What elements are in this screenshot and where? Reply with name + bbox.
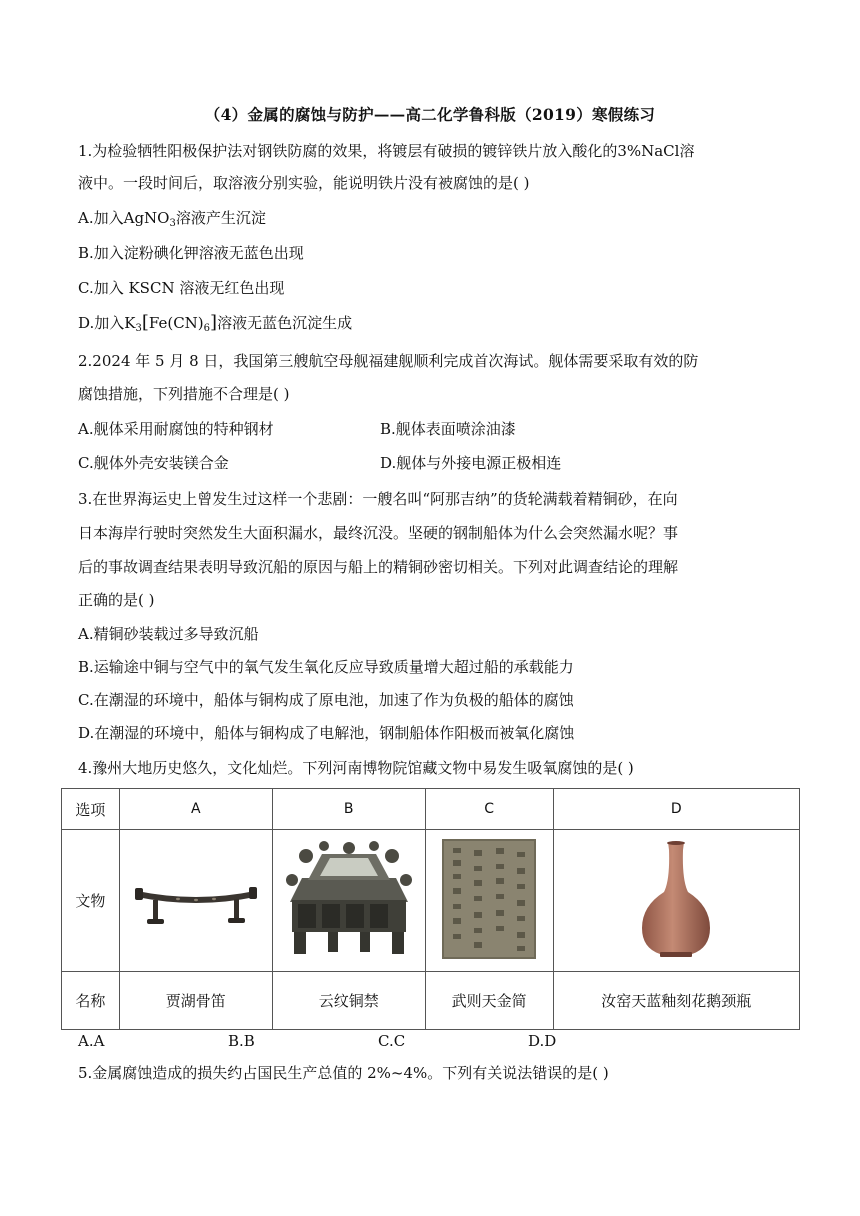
- q1-option-a-subscript: 3: [169, 218, 176, 229]
- q2-option-b: B.舰体表面喷涂油漆: [380, 420, 516, 438]
- q1-option-c: C.加入 KSCN 溶液无红色出现: [78, 279, 285, 297]
- q1-stem-line-1: 1.为检验牺牲阳极保护法对钢铁防腐的效果，将镀层有破损的镀锌铁片放入酸化的3%NaCl溶: [78, 142, 695, 160]
- bone-flute-image: [133, 869, 259, 929]
- q3-option-d: D.在潮湿的环境中，船体与铜构成了电解池，钢制船体作阳极而被氧化腐蚀: [78, 724, 575, 742]
- q1-option-d-cn-subscript: 6: [203, 323, 211, 334]
- relic-table-header-a: A: [119, 789, 272, 830]
- q1-option-a: [78, 207, 266, 235]
- relic-table-image-row: [62, 830, 800, 972]
- q4-option-a: A.A: [78, 1032, 105, 1050]
- relic-name-b: 云纹铜禁: [272, 972, 425, 1030]
- q1-option-b: B.加入淀粉碘化钾溶液无蓝色出现: [78, 244, 304, 262]
- relic-table-header-d: D: [553, 789, 799, 830]
- q3-option-a: A.精铜砂装载过多导致沉船: [78, 625, 259, 643]
- relic-table-name-label: 名称: [62, 972, 120, 1030]
- relic-table: [61, 788, 800, 1030]
- q1-option-d-left-bracket: [: [141, 312, 149, 333]
- relic-table-name-row: [62, 972, 800, 1030]
- q5-stem: 5.金属腐蚀造成的损失约占国民生产总值的 2%~4%。下列有关说法错误的是( ): [78, 1064, 609, 1082]
- q3-stem-line-2: 日本海岸行驶时突然发生大面积漏水，最终沉没。坚硬的钢制船体为什么会突然漏水呢？事: [78, 524, 679, 542]
- q1-option-d: [78, 312, 352, 340]
- relic-name-d: 汝窑天蓝釉刻花鹅颈瓶: [553, 972, 799, 1030]
- q3-option-c: C.在潮湿的环境中，船体与铜构成了原电池，加速了作为负极的船体的腐蚀: [78, 691, 574, 709]
- q1-option-d-prefix: D.加入: [78, 314, 125, 332]
- relic-table-relic-label: 文物: [62, 830, 120, 972]
- relic-image-bone-flute: [119, 830, 272, 972]
- relic-name-c: 武则天金简: [425, 972, 553, 1030]
- q1-stem-line-2: 液中。一段时间后，取溶液分别实验，能说明铁片没有被腐蚀的是( ): [78, 174, 530, 192]
- q3-option-b: B.运输途中铜与空气中的氧气发生氧化反应导致质量增大超过船的承载能力: [78, 658, 574, 676]
- ru-vase-image: [638, 840, 714, 958]
- q3-stem-line-1: 3.在世界海运史上曾发生过这样一个悲剧：一艘名叫“阿那吉纳”的货轮满载着精铜砂，在向: [78, 490, 678, 508]
- relic-name-a: 贾湖骨笛: [119, 972, 272, 1030]
- q1-option-d-ferricyanide: Fe(CN): [148, 314, 204, 332]
- relic-table-header-row: [62, 789, 800, 830]
- q4-stem: 4.豫州大地历史悠久，文化灿烂。下列河南博物院馆藏文物中易发生吸氧腐蚀的是( ): [78, 759, 634, 777]
- q4-option-b: B.B: [228, 1032, 255, 1050]
- q3-stem-line-3: 后的事故调查结果表明导致沉船的原因与船上的精铜砂密切相关。下列对此调查结论的理解: [78, 558, 679, 576]
- q1-option-d-k: K: [124, 314, 136, 332]
- relic-table-header-c: C: [425, 789, 553, 830]
- q2-stem-line-1: 2.2024 年 5 月 8 日，我国第三艘航空母舰福建舰顺利完成首次海试。舰体需要采取有效的防: [78, 352, 699, 370]
- relic-table-header-b: B: [272, 789, 425, 830]
- q1-option-d-right-bracket: ]: [210, 312, 218, 333]
- relic-image-bronze-altar: [272, 830, 425, 972]
- q4-option-d: D.D: [528, 1032, 557, 1050]
- bronze-altar-image: [284, 840, 414, 958]
- gold-tablet-image: [441, 838, 537, 960]
- relic-table-header-option: 选项: [62, 789, 120, 830]
- q1-option-a-prefix: A.加入: [78, 209, 124, 227]
- q2-option-d: D.舰体与外接电源正极相连: [380, 454, 562, 472]
- relic-image-gold-tablet: [425, 830, 553, 972]
- q1-option-d-k-subscript: 3: [135, 323, 142, 334]
- q1-option-a-text: 溶液产生沉淀: [175, 209, 266, 227]
- q1-option-a-formula: AgNO: [123, 209, 170, 227]
- relic-image-ru-vase: [553, 830, 799, 972]
- q1-option-d-text: 溶液无蓝色沉淀生成: [217, 314, 353, 332]
- q4-option-c: C.C: [378, 1032, 406, 1050]
- page-title: （4）金属的腐蚀与防护——高二化学鲁科版（2019）寒假练习: [204, 105, 656, 124]
- q2-option-a: A.舰体采用耐腐蚀的特种钢材: [78, 420, 274, 438]
- q2-option-c: C.舰体外壳安装镁合金: [78, 454, 229, 472]
- q3-stem-line-4: 正确的是( ): [78, 591, 155, 609]
- q2-stem-line-2: 腐蚀措施，下列措施不合理是( ): [78, 385, 290, 403]
